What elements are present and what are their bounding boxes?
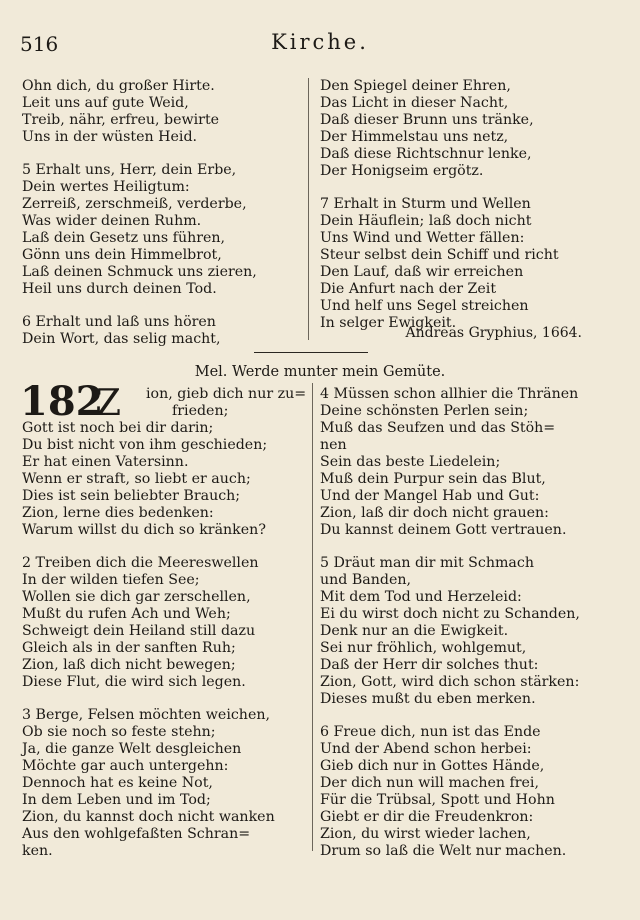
stanza-2 (22, 555, 312, 691)
running-title: Kirche. (271, 30, 369, 54)
drop-capital: Z (96, 383, 122, 424)
verse-line: 6 Freue dich, nun ist das Ende (320, 724, 541, 740)
verse-line: Treib, nähr, erfreu, bewirte (22, 112, 220, 128)
verse-line: Leit uns auf gute Weid, (22, 95, 189, 111)
verse-line: Diese Flut, die wird sich legen. (22, 674, 246, 690)
verse-line: Zion, laß dir doch nicht grauen: (320, 505, 549, 521)
verse-line: Der dich nun will machen frei, (320, 775, 539, 791)
stanza-1 (22, 420, 312, 539)
verse-line: Muß dein Purpur sein das Blut, (320, 471, 546, 487)
verse-line: Zion, lerne dies bedenken: (22, 505, 214, 521)
verse-line: Zion, laß dich nicht bewegen; (22, 657, 236, 673)
verse-line: Dieses mußt du eben merken. (320, 691, 536, 707)
verse-line: In dem Leben und im Tod; (22, 792, 211, 808)
verse-line: Und der Mangel Hab und Gut: (320, 488, 540, 504)
verse-line: Den Spiegel deiner Ehren, (320, 78, 511, 94)
verse-line: Zion, Gott, wird dich schon stärken: (320, 674, 580, 690)
verse-line: Daß der Herr dir solches thut: (320, 657, 539, 673)
verse-line: Dennoch hat es keine Not, (22, 775, 213, 791)
verse-line: In selger Ewigkeit. (320, 315, 457, 331)
verse-line: Uns in der wüsten Heid. (22, 129, 198, 145)
verse-line: 6 Erhalt und laß uns hören (22, 314, 216, 330)
verse-line: Er hat einen Vatersinn. (22, 454, 189, 470)
hymn-left-column (22, 383, 312, 860)
verse-line: Sein das beste Liedelein; (320, 454, 501, 470)
verse-line: Möchte gar auch untergehn: (22, 758, 229, 774)
verse-line: Laß dein Gesetz uns führen, (22, 230, 226, 246)
verse-line: Steur selbst dein Schiff und richt (320, 247, 559, 263)
stanza-5-hymn (320, 555, 580, 708)
verse-line: 3 Berge, Felsen möchten weichen, (22, 707, 270, 723)
first-line: ion, gieb dich nur zu= (146, 386, 307, 402)
verse-line: 2 Treiben dich die Meereswellen (22, 555, 259, 571)
verse-line: Deine schönsten Perlen sein; (320, 403, 529, 419)
verse-line: Gott ist noch bei dir darin; (22, 420, 214, 436)
verse-line: Giebt er dir die Freudenkron: (320, 809, 534, 825)
verse-line: Heil uns durch deinen Tod. (22, 281, 217, 297)
verse-line: Das Licht in dieser Nacht, (320, 95, 509, 111)
verse-line: Die Anfurt nach der Zeit (320, 281, 497, 297)
verse-line: Gleich als in der sanften Ruh; (22, 640, 236, 656)
verse-line: Und der Abend schon herbei: (320, 741, 532, 757)
verse-line: und Banden, (320, 572, 412, 588)
stanza-7 (320, 196, 559, 332)
stanza-5 (22, 162, 257, 298)
verse-line: Mit dem Tod und Herzeleid: (320, 589, 522, 605)
verse-line: Gönn uns dein Himmelbrot, (22, 247, 222, 263)
verse-line: Ja, die ganze Welt desgleichen (22, 741, 242, 757)
verse-line: Muß das Seufzen und das Stöh= (320, 420, 556, 436)
stanza-6-end (320, 78, 559, 180)
verse-line: nen (320, 437, 347, 453)
verse-line: Der Himmelstau uns netz, (320, 129, 509, 145)
verse-line: Zerreiß, zerschmeiß, verderbe, (22, 196, 247, 212)
verse-line: Was wider deinen Ruhm. (22, 213, 202, 229)
stanza-6-start (22, 314, 257, 348)
verse-line: Ei du wirst doch nicht zu Schanden, (320, 606, 580, 622)
section-rule (254, 352, 368, 353)
verse-line: Den Lauf, daß wir erreichen (320, 264, 524, 280)
verse-line: Du bist nicht von ihm geschieden; (22, 437, 268, 453)
verse-line: Zion, du kannst doch nicht wanken (22, 809, 275, 825)
verse-line: Schweigt dein Heiland still dazu (22, 623, 256, 639)
verse-line: 4 Müssen schon allhier die Thränen (320, 386, 579, 402)
verse-line: Der Honigseim ergötz. (320, 163, 484, 179)
verse-line: 5 Dräut man dir mit Schmach (320, 555, 534, 571)
verse-line: Wollen sie dich gar zerschellen, (22, 589, 251, 605)
verse-line: Daß diese Richtschnur lenke, (320, 146, 532, 162)
verse-line: Drum so laß die Welt nur machen. (320, 843, 567, 859)
verse-line: Denk nur an die Ewigkeit. (320, 623, 509, 639)
first-line-cont: frieden; (172, 403, 229, 419)
verse-line: Dein wertes Heiligtum: (22, 179, 190, 195)
verse-line: ken. (22, 843, 53, 859)
hymn-right-column (320, 386, 580, 860)
hymn-number: 182 (20, 378, 104, 425)
verse-line: Mußt du rufen Ach und Weh; (22, 606, 231, 622)
verse-line: Wenn er straft, so liebt er auch; (22, 471, 251, 487)
melody-indication: Mel. Werde munter mein Gemüte. (194, 364, 446, 380)
author-credit: Andreas Gryphius, 1664. (405, 325, 582, 341)
stanza-3 (22, 707, 312, 860)
verse-line: Warum willst du dich so kränken? (22, 522, 266, 538)
stanza-4-end (22, 78, 257, 146)
verse-line: Dein Wort, das selig macht, (22, 331, 221, 347)
verse-line: Laß deinen Schmuck uns zieren, (22, 264, 257, 280)
verse-line: Gieb dich nur in Gottes Hände, (320, 758, 545, 774)
stanza-4 (320, 386, 580, 539)
verse-line: Sei nur fröhlich, wohlgemut, (320, 640, 527, 656)
verse-line: In der wilden tiefen See; (22, 572, 200, 588)
verse-line: Ob sie noch so feste stehn; (22, 724, 216, 740)
verse-line: Dein Häuflein; laß doch nicht (320, 213, 532, 229)
verse-line: Ohn dich, du großer Hirte. (22, 78, 215, 94)
stanza-6-hymn (320, 724, 580, 860)
column-divider-hymn (312, 383, 313, 851)
column-divider-top (308, 78, 309, 340)
verse-line: Daß dieser Brunn uns tränke, (320, 112, 534, 128)
verse-line: Für die Trübsal, Spott und Hohn (320, 792, 555, 808)
verse-line: 5 Erhalt uns, Herr, dein Erbe, (22, 162, 237, 178)
verse-line: Zion, du wirst wieder lachen, (320, 826, 531, 842)
verse-line: Dies ist sein beliebter Brauch; (22, 488, 241, 504)
top-right-column (320, 78, 559, 332)
verse-line: Aus den wohlgefaßten Schran= (22, 826, 251, 842)
verse-line: 7 Erhalt in Sturm und Wellen (320, 196, 531, 212)
verse-line: Und helf uns Segel streichen (320, 298, 529, 314)
top-left-column (22, 78, 257, 348)
verse-line: Du kannst deinem Gott vertrauen. (320, 522, 567, 538)
verse-line: Uns Wind und Wetter fällen: (320, 230, 525, 246)
page-number: 516 (20, 32, 59, 56)
